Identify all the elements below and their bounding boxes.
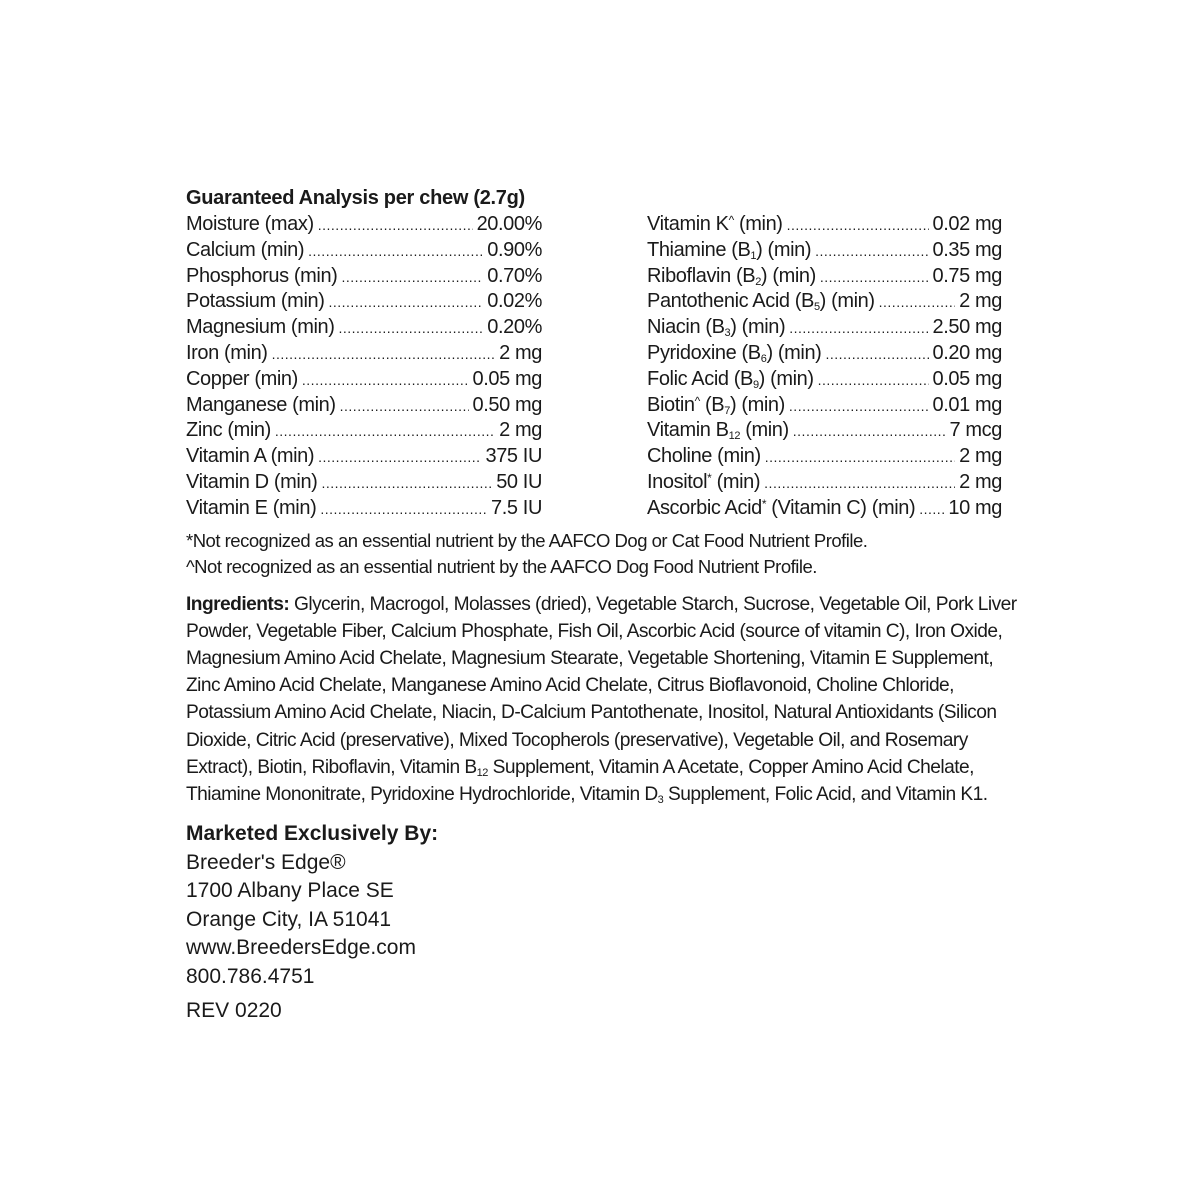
dot-leader <box>318 445 481 471</box>
dot-leader <box>308 239 483 265</box>
nutrient-column-right <box>647 212 1002 522</box>
nutrient-name <box>647 444 761 470</box>
dot-leader <box>765 445 955 471</box>
nutrient-name-suffix: ) (min) <box>819 290 875 313</box>
dot-leader <box>302 368 469 394</box>
nutrient-value: 0.01 mg <box>932 393 1002 416</box>
nutrient-row <box>186 264 542 290</box>
nutrient-subscript: 5 <box>813 301 820 314</box>
nutrient-name <box>186 212 314 238</box>
nutrient-name-text: Vitamin B <box>647 419 729 442</box>
nutrient-name <box>647 289 875 315</box>
nutrient-name-text: Copper (min) <box>186 367 298 390</box>
nutrient-value: 375 IU <box>485 445 542 468</box>
dot-leader <box>340 394 469 420</box>
nutrient-row <box>647 264 1002 290</box>
nutrient-name-text: Biotin <box>647 393 695 416</box>
nutrient-subscript: 3 <box>724 327 731 340</box>
nutrient-name-text: Vitamin E (min) <box>186 496 317 519</box>
dot-leader <box>338 316 483 342</box>
nutrient-name-text: Phosphorus (min) <box>186 264 338 287</box>
dot-leader <box>320 497 487 523</box>
dot-leader <box>789 394 929 420</box>
guaranteed-analysis-table <box>186 212 1026 522</box>
company-name: Breeder's Edge® <box>186 850 346 874</box>
nutrient-value: 7 mcg <box>949 419 1002 442</box>
ingredients-label: Ingredients: <box>186 593 290 615</box>
dot-leader <box>820 265 929 291</box>
dot-leader <box>919 497 944 523</box>
dot-leader <box>879 290 955 316</box>
nutrient-name-suffix: ) (min) <box>756 238 812 261</box>
nutrient-value: 0.20% <box>487 316 542 339</box>
nutrient-row <box>186 315 542 341</box>
nutrient-value: 2 mg <box>959 470 1002 493</box>
nutrient-name-text: Vitamin D (min) <box>186 470 318 493</box>
nutrient-name-suffix: ) (min) <box>766 341 822 364</box>
ingredients-text-part3: Supplement, Folic Acid, and Vitamin K1. <box>663 783 988 805</box>
nutrient-row <box>647 341 1002 367</box>
nutrient-row <box>186 212 542 238</box>
nutrient-name <box>186 315 334 341</box>
guaranteed-analysis-title: Guaranteed Analysis per chew (2.7g) <box>186 187 525 209</box>
nutrient-column-left <box>186 212 542 522</box>
nutrient-name-text: Potassium (min) <box>186 290 325 313</box>
nutrient-name-text: Magnesium (min) <box>186 316 335 339</box>
ingredients-text-part2: Supplement, Vitamin A Acetate, Copper Amino Acid Chelate, Thiamine Mononitrate, Pyridoxine Hydrochloride, Vitamin D <box>186 756 974 805</box>
nutrient-name <box>647 418 789 444</box>
nutrient-name-text: Niacin (B <box>647 316 725 339</box>
address-line-1: 1700 Albany Place SE <box>186 879 394 903</box>
marketed-by-block <box>186 820 1026 991</box>
dot-leader <box>787 213 929 239</box>
nutrient-name-text: Riboflavin (B <box>647 264 756 287</box>
nutrient-row <box>186 496 542 522</box>
nutrient-name-text: Ascorbic Acid <box>647 496 762 519</box>
nutrient-name-suffix: ) (min) <box>758 367 814 390</box>
nutrient-name <box>647 393 785 419</box>
nutrient-name-text: Thiamine (B <box>647 238 751 261</box>
footnote-asterisk: *Not recognized as an essential nutrient by the AAFCO Dog or Cat Food Nutrient Profile. <box>186 529 868 551</box>
nutrient-row <box>186 341 542 367</box>
nutrient-name-suffix: (min) <box>740 419 789 442</box>
nutrient-name-suffix: (min) <box>733 213 783 235</box>
nutrient-row <box>186 367 542 393</box>
nutrient-name <box>186 289 324 315</box>
nutrient-name-text: Zinc (min) <box>186 419 271 442</box>
nutrient-name-text: Iron (min) <box>186 341 268 364</box>
nutrient-name <box>647 341 821 367</box>
nutrient-row <box>647 393 1002 419</box>
nutrient-row <box>186 418 542 444</box>
nutrient-value: 10 mg <box>948 496 1002 519</box>
nutrient-value: 2 mg <box>959 290 1002 313</box>
nutrient-row <box>647 444 1002 470</box>
nutrient-name-text: Manganese (min) <box>186 393 336 416</box>
dot-leader <box>318 213 473 239</box>
nutrient-row <box>186 470 542 496</box>
nutrient-subscript: 9 <box>752 378 759 391</box>
nutrient-name-suffix: (min) <box>711 470 761 493</box>
nutrient-subscript: 7 <box>724 404 730 417</box>
nutrient-name-suffix: (B <box>699 393 725 416</box>
nutrient-name <box>186 418 271 444</box>
dot-leader <box>825 342 928 368</box>
nutrient-row <box>647 496 1002 522</box>
nutrient-name-text: Folic Acid (B <box>647 367 753 390</box>
nutrient-name <box>647 212 783 238</box>
nutrient-subscript: 12 <box>728 430 741 443</box>
footnote-caret: ^Not recognized as an essential nutrient by the AAFCO Dog Food Nutrient Profile. <box>186 555 817 577</box>
nutrient-row <box>647 315 1002 341</box>
nutrient-value: 0.20 mg <box>932 341 1002 364</box>
nutrient-name <box>186 470 317 496</box>
ingredients-paragraph <box>186 591 1031 809</box>
nutrient-value: 0.05 mg <box>472 367 542 390</box>
nutrient-row <box>186 238 542 264</box>
nutrient-name <box>647 238 811 264</box>
nutrient-row <box>647 289 1002 315</box>
dot-leader <box>789 316 928 342</box>
nutrient-name-suffix: (Vitamin C) (min) <box>766 496 916 519</box>
footnotes <box>186 528 1026 580</box>
dot-leader <box>818 368 929 394</box>
dot-leader <box>328 290 483 316</box>
ingredients-text-part1: Glycerin, Macrogol, Molasses (dried), Vegetable Starch, Sucrose, Vegetable Oil, Pork Liver Powder, Vegetable Fiber, Calcium Phosphate, Fish Oil, Ascorbic Acid (source of vitamin C), Iron Oxide, Magnesium Amino Acid Chelate, Magnesium Stearate, Vegetable Shortening, Vitamin E Supplement, Zinc Amino Acid Chelate, Manganese Amino Acid Chelate, Citrus Bioflavonoid, Choline Chloride, Potassium Amino Acid Chelate, Niacin, D-Calcium Pantothenate, Inositol, Natural Antioxidants (Silicon Dioxide, Citric Acid (preservative), Mixed Tocopherols (preservative), Vegetable Oil, and Rosemary Extract), Biotin, Riboflavin, Vitamin B <box>186 593 1017 778</box>
nutrient-value: 0.35 mg <box>932 238 1002 261</box>
nutrient-row <box>647 212 1002 238</box>
nutrient-value: 0.02% <box>487 290 542 313</box>
nutrient-name-suffix: ) (min) <box>760 264 816 287</box>
nutrient-name-suffix: ) (min) <box>730 316 786 339</box>
nutrient-name <box>647 470 760 496</box>
nutrient-value: 0.70% <box>487 264 542 287</box>
nutrient-name-suffix-2: ) (min) <box>729 393 785 416</box>
revision-code: REV 0220 <box>186 999 282 1023</box>
nutrient-value: 20.00% <box>476 213 542 235</box>
nutrient-name-text: Inositol <box>647 470 708 493</box>
nutrient-name-text: Moisture (max) <box>186 213 314 235</box>
nutrient-name <box>186 367 298 393</box>
nutrient-name <box>186 496 316 522</box>
nutrient-value: 0.90% <box>487 238 542 261</box>
website-text: www.BreedersEdge.com <box>186 936 416 960</box>
ingredients-sub-d3: 3 <box>657 793 664 806</box>
nutrient-subscript: 1 <box>750 249 757 262</box>
nutrient-name-text: Calcium (min) <box>186 238 305 261</box>
nutrient-name-text: Choline (min) <box>647 445 761 468</box>
nutrient-row <box>647 418 1002 444</box>
marketed-by-title: Marketed Exclusively By: <box>186 822 439 846</box>
dot-leader <box>321 471 492 497</box>
ingredients-sub-b12: 12 <box>476 766 488 779</box>
nutrient-value: 0.02 mg <box>932 213 1002 235</box>
nutrient-row <box>186 289 542 315</box>
nutrient-name-text: Pyridoxine (B <box>647 341 761 364</box>
nutrient-name <box>647 367 814 393</box>
nutrient-name-text: Vitamin K <box>647 213 729 235</box>
nutrient-row <box>647 470 1002 496</box>
dot-leader <box>793 419 946 445</box>
nutrient-mark: * <box>707 470 712 485</box>
nutrient-name <box>186 264 337 290</box>
product-label <box>186 186 1026 1025</box>
nutrient-name <box>186 238 304 264</box>
nutrient-row <box>186 444 542 470</box>
dot-leader <box>272 342 496 368</box>
nutrient-value: 2 mg <box>499 419 542 442</box>
nutrient-mark: * <box>761 496 767 511</box>
nutrient-subscript: 2 <box>755 275 761 288</box>
nutrient-value: 50 IU <box>496 470 542 493</box>
nutrient-row <box>647 238 1002 264</box>
nutrient-value: 0.50 mg <box>472 393 542 416</box>
nutrient-value: 0.75 mg <box>932 264 1002 287</box>
nutrient-row <box>647 367 1002 393</box>
nutrient-value: 2.50 mg <box>932 316 1002 339</box>
nutrient-name <box>647 496 915 522</box>
nutrient-value: 7.5 IU <box>491 496 542 519</box>
nutrient-name <box>186 444 314 470</box>
dot-leader <box>341 265 483 291</box>
nutrient-name <box>186 393 336 419</box>
nutrient-name-text: Vitamin A (min) <box>186 445 315 468</box>
phone-number: 800.786.4751 <box>186 964 315 988</box>
nutrient-row <box>186 393 542 419</box>
dot-leader <box>764 471 955 497</box>
nutrient-mark: ^ <box>694 393 700 408</box>
dot-leader <box>815 239 928 265</box>
nutrient-value: 2 mg <box>959 445 1002 468</box>
nutrient-name <box>186 341 268 367</box>
nutrient-mark: ^ <box>728 213 734 227</box>
nutrient-value: 0.05 mg <box>932 367 1002 390</box>
nutrient-name <box>647 264 816 290</box>
nutrient-name <box>647 315 785 341</box>
nutrient-value: 2 mg <box>499 341 542 364</box>
nutrient-subscript: 6 <box>760 352 767 365</box>
nutrient-name-text: Pantothenic Acid (B <box>647 290 814 313</box>
address-line-2: Orange City, IA 51041 <box>186 907 392 931</box>
dot-leader <box>275 419 495 445</box>
